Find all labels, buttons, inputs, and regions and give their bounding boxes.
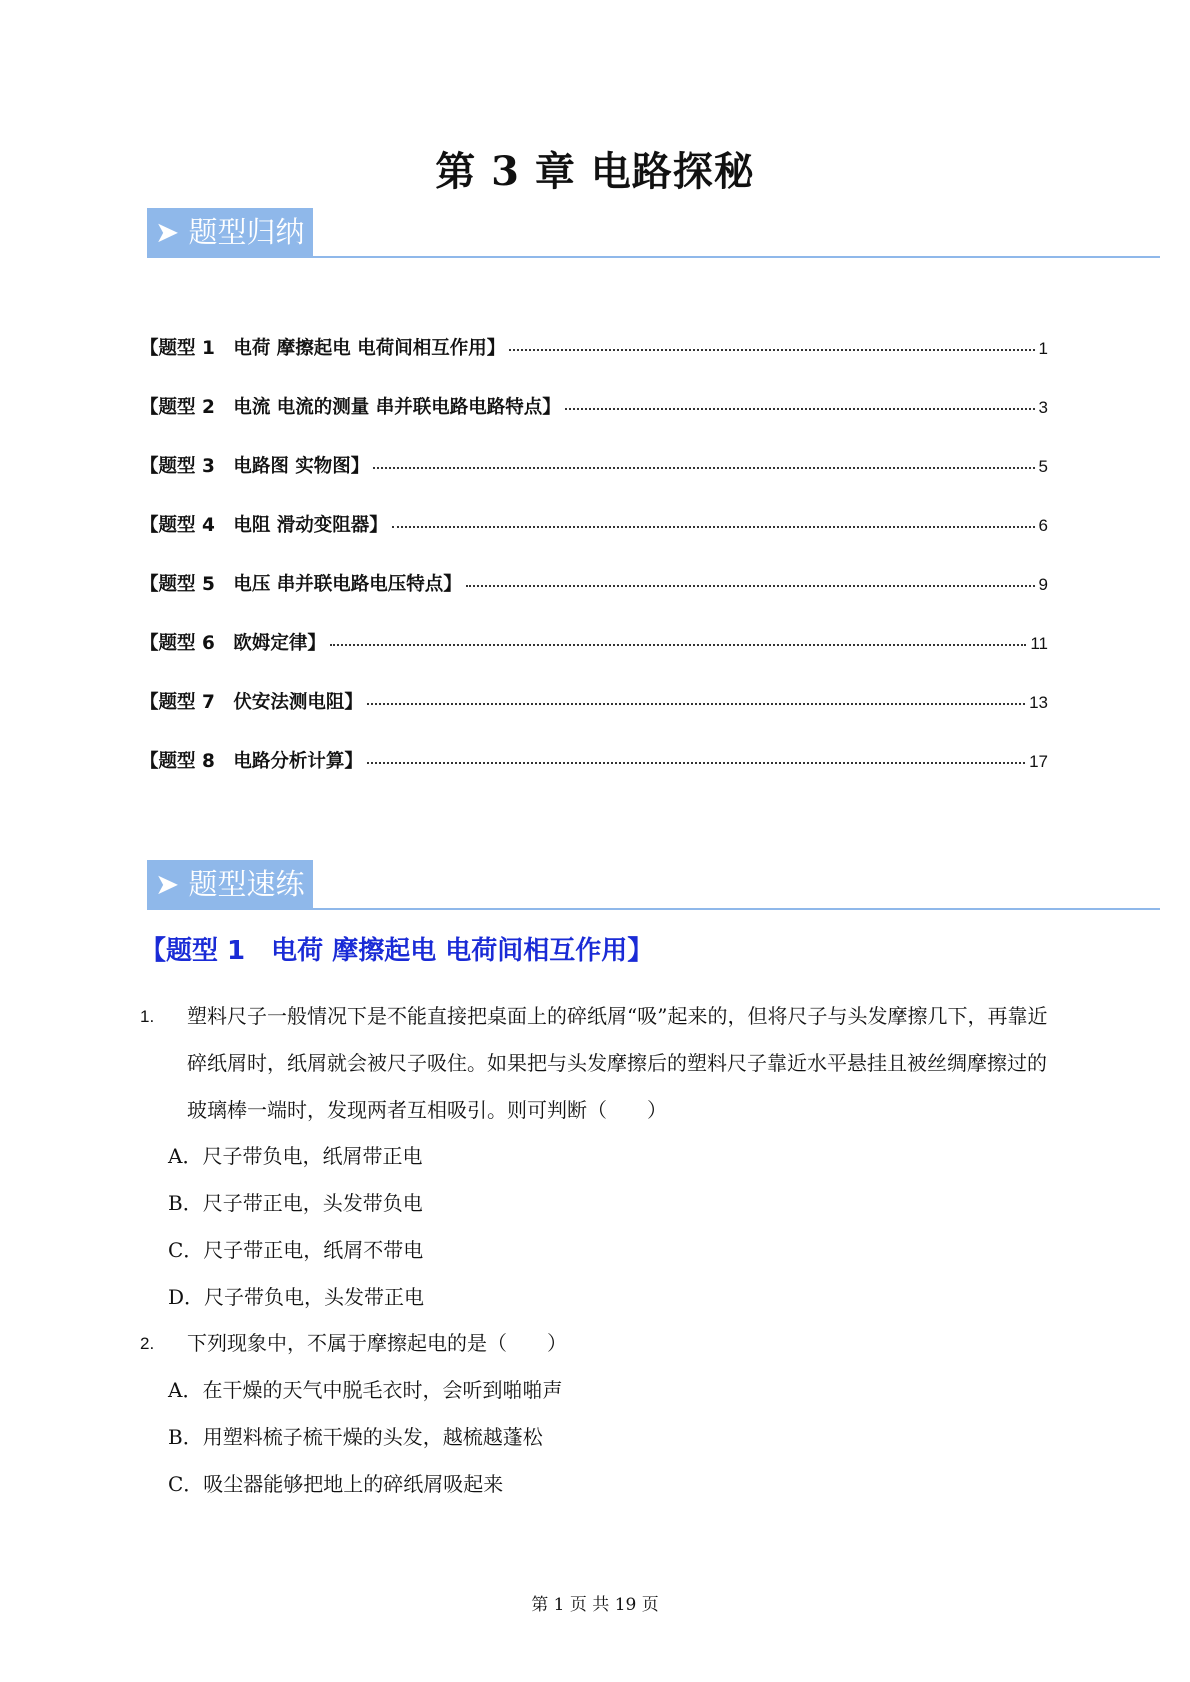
toc-item-label: 【题型 1 电荷 摩擦起电 电荷间相互作用】 (140, 338, 506, 359)
question-text: 塑料尺子一般情况下是不能直接把桌面上的碎纸屑“吸”起来的，但将尺子与头发摩擦几下，再靠近碎纸屑时，纸屑就会被尺子吸住。如果把与头发摩擦后的塑料尺子靠近水平悬挂且被丝绸摩擦过的玻璃棒一端时，发现两者互相吸引。则可判断（ ） (187, 1004, 1048, 1122)
question-text: 下列现象中，不属于摩擦起电的是（ ） (187, 1331, 567, 1355)
answer-option: C．吸尘器能够把地上的碎纸屑吸起来 (168, 1472, 504, 1496)
answer-option: D．尺子带负电，头发带正电 (168, 1285, 425, 1309)
section-header-practice (147, 860, 1160, 910)
question-number: 1. (140, 1007, 155, 1026)
toc-item-page: 5 (1038, 457, 1048, 476)
toc-item[interactable] (140, 570, 1048, 629)
section-tag-summary: ➤ 题型归纳 (147, 208, 313, 256)
toc-leader-dots (565, 408, 1035, 410)
toc-item[interactable] (140, 747, 1048, 806)
toc-item-page: 17 (1029, 752, 1048, 771)
answer-option: C．尺子带正电，纸屑不带电 (168, 1238, 424, 1262)
toc-item-page: 13 (1029, 693, 1048, 712)
toc-item[interactable] (140, 688, 1048, 747)
toc-item-label: 【题型 6 欧姆定律】 (140, 633, 326, 654)
section-rule (147, 256, 1160, 258)
section-rule (147, 908, 1160, 910)
toc-item-page: 6 (1038, 516, 1048, 535)
toc-leader-dots (509, 349, 1034, 351)
toc-item-label: 【题型 2 电流 电流的测量 串并联电路电路特点】 (140, 397, 561, 418)
toc-item[interactable] (140, 393, 1048, 452)
toc-item-label: 【题型 5 电压 串并联电路电压特点】 (140, 574, 462, 595)
toc-item-label: 【题型 8 电路分析计算】 (140, 751, 363, 772)
question-type-heading: 【题型 1 电荷 摩擦起电 电荷间相互作用】 (140, 936, 654, 966)
toc-leader-dots (373, 467, 1034, 469)
answer-option: A．尺子带负电，纸屑带正电 (168, 1144, 423, 1168)
toc-item-page: 11 (1030, 634, 1048, 653)
toc-item-page: 9 (1038, 575, 1048, 594)
toc-leader-dots (367, 703, 1025, 705)
toc-item[interactable] (140, 452, 1048, 511)
table-of-contents (140, 334, 1048, 806)
toc-item-page: 1 (1038, 339, 1048, 358)
toc-item-label: 【题型 4 电阻 滑动变阻器】 (140, 515, 388, 536)
toc-leader-dots (392, 526, 1035, 528)
toc-leader-dots (466, 585, 1035, 587)
section-tag-practice: ➤ 题型速练 (147, 860, 313, 908)
question-2 (140, 1320, 1060, 1367)
question-number: 2. (140, 1334, 155, 1353)
document-title: 第 3 章 电路探秘 (435, 148, 755, 195)
answer-option: A．在干燥的天气中脱毛衣时，会听到啪啪声 (168, 1378, 563, 1402)
toc-item-label: 【题型 7 伏安法测电阻】 (140, 692, 363, 713)
question-1 (140, 993, 1060, 1134)
toc-item[interactable] (140, 511, 1048, 570)
page-footer: 第 1 页 共 19 页 (531, 1595, 659, 1615)
toc-item-page: 3 (1038, 398, 1048, 417)
section-header-summary (147, 208, 1160, 258)
answer-option: B．尺子带正电，头发带负电 (168, 1191, 423, 1215)
answer-option: B．用塑料梳子梳干燥的头发，越梳越蓬松 (168, 1425, 543, 1449)
toc-item[interactable] (140, 334, 1048, 393)
toc-leader-dots (367, 762, 1025, 764)
toc-item[interactable] (140, 629, 1048, 688)
toc-leader-dots (330, 644, 1027, 646)
toc-item-label: 【题型 3 电路图 实物图】 (140, 456, 370, 477)
